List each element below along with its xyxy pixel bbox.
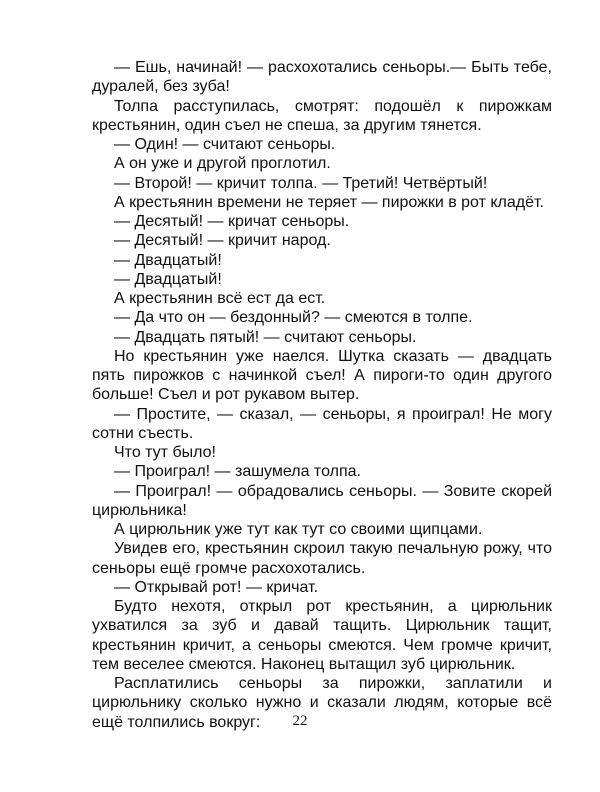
paragraph-10: — Двадцатый! [114, 270, 222, 288]
paragraph-18: — Проиграл! — обрадовались сеньоры. — Зовите скорей цирюльника! [92, 482, 552, 519]
paragraph-19: А цирюльник уже тут как тут со своими щипцами. [114, 521, 483, 538]
paragraph-1: — Ешь, начинай! — расхохотались сеньоры.— Быть тебе, дуралей, без зуба! [92, 59, 552, 96]
paragraph-14: Но крестьянин уже наелся. Шутка сказать — двадцать пять пирожков с начинкой съел! А пироги-то один другого больше! Съел и рот рукавом вытер. [92, 347, 552, 404]
paragraph-21: — Открывай рот! — кричат. [114, 578, 319, 596]
paragraph-3: — Один! — считают сеньоры. [114, 136, 336, 153]
paragraph-8: — Десятый! — кричит народ. [114, 232, 331, 250]
paragraph-17: — Проиграл! — зашумела толпа. [114, 463, 361, 481]
paragraph-15: — Простите, — сказал, — сеньоры, я проиграл! Не могу сотни съесть. [92, 405, 552, 442]
paragraph-6: А крестьянин времени не теряет — пирожки в рот кладёт. [114, 193, 545, 211]
paragraph-13: — Двадцать пятый! — считают сеньоры. [114, 328, 417, 346]
story-text [92, 58, 552, 732]
paragraph-9: — Двадцатый! [114, 251, 222, 269]
paragraph-23: Расплатились сеньоры за пирожки, заплатили и цирюльнику сколько нужно и сказали людям, которые всё ещё толпились вокруг: [92, 675, 552, 731]
paragraph-11: А крестьянин всё ест да ест. [114, 290, 326, 307]
paragraph-4: А он уже и другой проглотил. [114, 155, 331, 173]
paragraph-22: Будто нехотя, открыл рот крестьянин, а цирюльник ухватился за зуб и давай тащить. Цирюльник тащит, крестьянин кричит, а сеньоры смеются. Чем громче кричит, тем веселее смеются. Наконец вытащил зуб цирюльник. [92, 598, 552, 673]
page-number: 22 [292, 713, 308, 729]
paragraph-5: — Второй! — кричит толпа. — Третий! Четвёртый! [114, 174, 488, 192]
paragraph-20: Увидев его, крестьянин скроил такую печальную рожу, что сеньоры ещё громче расхохотались. [92, 540, 552, 577]
paragraph-2: Толпа расступилась, смотрят: подошёл к пирожкам крестьянин, один съел не спеша, за другим тянется. [92, 97, 552, 134]
paragraph-7: — Десятый! — кричат сеньоры. [114, 213, 350, 230]
paragraph-16: Что тут было! [114, 444, 216, 461]
paragraph-12: — Да что он — бездонный? — смеются в толпе. [114, 309, 473, 327]
